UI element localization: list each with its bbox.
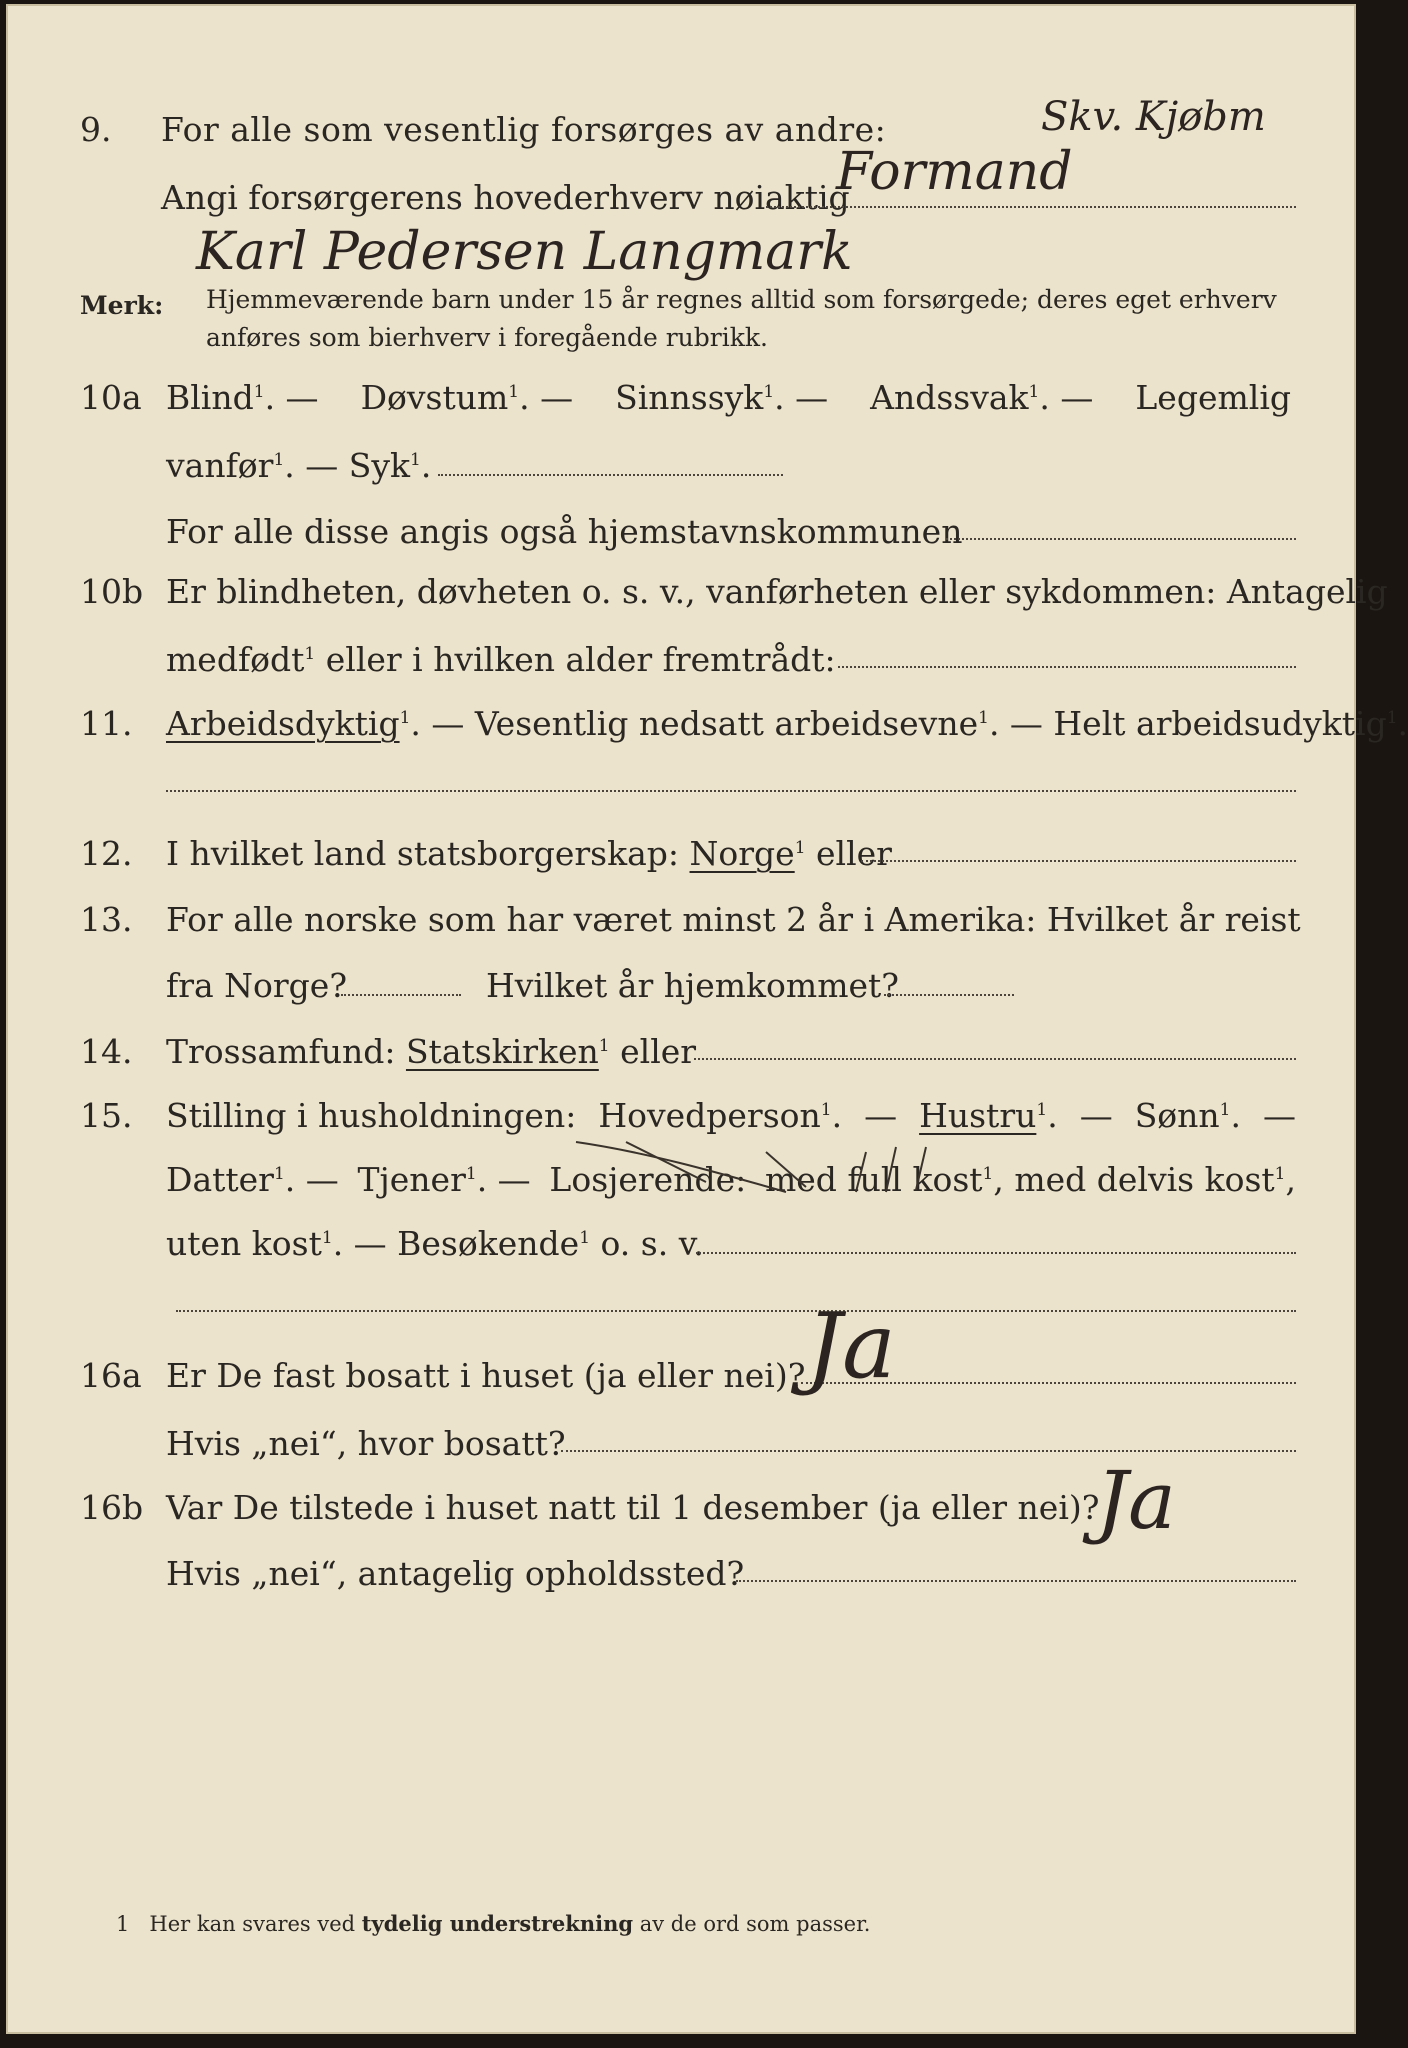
merk-label: Merk: <box>80 291 164 320</box>
opt-delvis-kost: , med delvis kost <box>993 1160 1275 1199</box>
q10a-number: 10a <box>80 378 142 417</box>
merk-line2: anføres som bierhverv i foregående rubrikk. <box>206 323 768 352</box>
q12-number: 12. <box>80 834 133 873</box>
handwriting-occupation: Formand <box>836 142 1073 202</box>
opt-blind: Blind <box>166 378 254 417</box>
opt-medfodt: medfødt <box>166 640 305 679</box>
q13-hjem-line <box>884 994 1014 996</box>
opt-sonn: Sønn <box>1134 1096 1220 1135</box>
q13-fra-norge: fra Norge? <box>166 966 348 1005</box>
opt-statskirken-underlined: Statskirken <box>405 1032 599 1071</box>
q10a-kommune-line <box>946 538 1296 540</box>
opt-full-kost: med full kost <box>764 1160 983 1199</box>
handwriting-16b-ja: Ja <box>1096 1454 1176 1547</box>
q16a-line1: Er De fast bosatt i huset (ja eller nei)? <box>166 1356 806 1395</box>
q15-answer-line <box>696 1252 1296 1254</box>
q13-fra-line <box>341 994 461 996</box>
q9-answer-line <box>766 206 1296 208</box>
q11-answer-line <box>166 790 1296 792</box>
q15-number: 15. <box>80 1096 133 1135</box>
opt-legemlig: Legemlig <box>1135 378 1291 417</box>
q15-line1: Stilling i husholdningen: Hovedperson$^1$. — Hustru$^1$. — Sønn$^1$. — <box>166 1096 1296 1135</box>
q15-line3: uten kost$^1$. — Besøkende$^1$ o. s. v. <box>166 1224 704 1263</box>
q14-line: Trossamfund: Statskirken$^1$ eller <box>166 1032 697 1071</box>
q13-hjemkommet: Hvilket år hjemkommet? <box>486 966 899 1005</box>
q16a-number: 16a <box>80 1356 142 1395</box>
q10b-line2: medfødt$^1$ eller i hvilken alder fremtrådt: <box>166 640 836 679</box>
q16b-number: 16b <box>80 1488 144 1527</box>
opt-tjener: Tjener <box>357 1160 466 1199</box>
opt-andssvak: Andssvak <box>870 378 1029 417</box>
opt-besokende: . — Besøkende <box>332 1224 580 1263</box>
q12-answer-line <box>861 860 1296 862</box>
q13-number: 13. <box>80 900 133 939</box>
q10a-line2: vanfør$^1$. — Syk$^1$. <box>166 446 432 485</box>
q15-strikethrough-marks <box>566 1132 986 1202</box>
opt-arbeidsdyktig-underlined: Arbeidsdyktig <box>166 704 400 743</box>
q9-line1: For alle som vesentlig forsørges av andre: <box>161 110 887 149</box>
q10b-line1: Er blindheten, døvheten o. s. v., vanførheten eller sykdommen: Antagelig <box>166 572 1388 611</box>
opt-vanfor: vanfør <box>166 446 274 485</box>
q15-extra-line <box>176 1310 1296 1312</box>
q9-number: 9. <box>80 110 112 149</box>
merk-line1: Hjemmeværende barn under 15 år regnes alltid som forsørgede; deres eget erhverv <box>206 285 1277 314</box>
footnote: 1 Her kan svares ved tydelig understrekning av de ord som passer. <box>116 1911 871 1936</box>
opt-hustru-underlined: Hustru <box>919 1096 1037 1135</box>
q16b-line1: Var De tilstede i huset natt til 1 desember (ja eller nei)? <box>166 1488 1100 1527</box>
opt-syk: Syk <box>348 446 410 485</box>
handwriting-top-right: Skv. Kjøbm <box>1041 94 1266 140</box>
census-form-page <box>6 4 1408 2034</box>
q10b-number: 10b <box>80 572 144 611</box>
q16a-bosatt-line <box>561 1450 1296 1452</box>
q13-line1: For alle norske som har været minst 2 år i Amerika: Hvilket år reist <box>166 900 1301 939</box>
opt-norge-underlined: Norge <box>689 834 795 873</box>
opt-dovstum: Døvstum <box>360 378 509 417</box>
q14-answer-line <box>694 1058 1296 1060</box>
q10a-line3: For alle disse angis også hjemstavnskommunen <box>166 512 963 551</box>
handwriting-name: Karl Pedersen Langmark <box>196 222 853 282</box>
q10a-answer-line <box>438 474 783 476</box>
q10b-answer-line <box>838 666 1296 668</box>
opt-sinnssyk: Sinnssyk <box>615 378 764 417</box>
q10a-line1: Blind$^1$. — Døvstum$^1$. — Sinnssyk$^1$. — Andssvak$^1$. — Legemlig <box>166 378 1291 417</box>
opt-hovedperson: Hovedperson <box>598 1096 821 1135</box>
q15-line2: Datter$^1$. — Tjener$^1$. — Losjerende: med full kost$^1$, med delvis kost$^1$, <box>166 1160 1296 1199</box>
q12-line: I hvilket land statsborgerskap: Norge$^1$ eller <box>166 834 892 873</box>
opt-uten-kost: uten kost <box>166 1224 322 1263</box>
handwriting-16a-ja: Ja <box>806 1294 896 1399</box>
q14-number: 14. <box>80 1032 133 1071</box>
q16a-line2: Hvis „nei“, hvor bosatt? <box>166 1424 566 1463</box>
q16b-line2: Hvis „nei“, antagelig opholdssted? <box>166 1554 745 1593</box>
opt-losjerende: Losjerende: <box>549 1160 747 1199</box>
q11-number: 11. <box>80 704 133 743</box>
opt-datter: Datter <box>166 1160 274 1199</box>
footnote-mark: 1 <box>116 1912 130 1936</box>
q16b-opholdssted-line <box>736 1580 1296 1582</box>
q11-line: Arbeidsdyktig$^1$. — Vesentlig nedsatt arbeidsevne$^1$. — Helt arbeidsudyktig$^1$. <box>166 704 1408 743</box>
q9-line2: Angi forsørgerens hovederhverv nøiaktig <box>161 178 850 217</box>
